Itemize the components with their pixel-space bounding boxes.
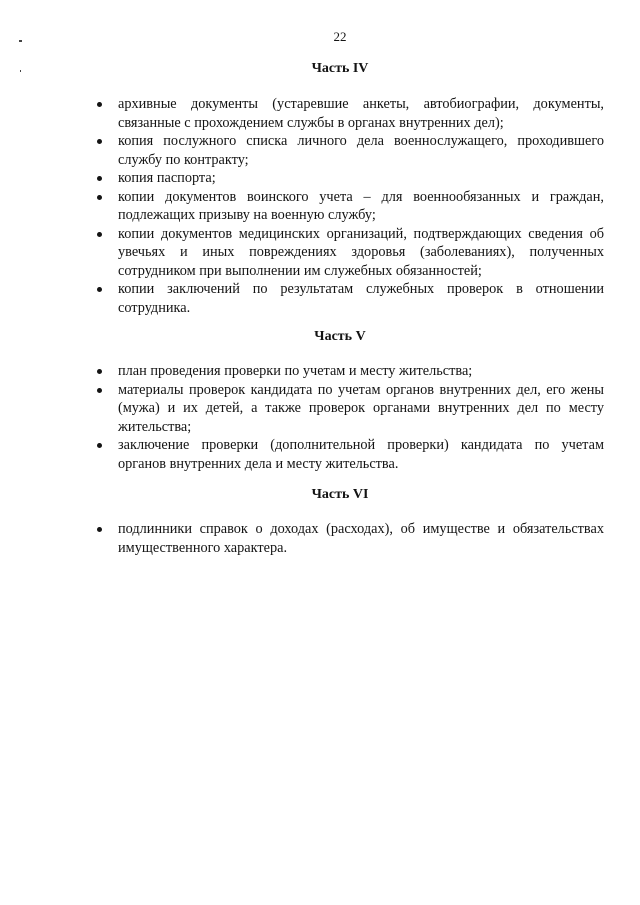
list-item <box>96 362 604 381</box>
list-item-text: заключение проверки (дополнительной проверки) кандидата по учетам органов внутренних дела и месту жительства. <box>118 437 604 472</box>
list-item-text: план проведения проверки по учетам и месту жительства; <box>118 363 473 379</box>
bullet-icon <box>97 369 102 374</box>
list-item-text: подлинники справок о доходах (расходах), об имуществе и обязательствах имущественного характера. <box>118 521 604 556</box>
bullet-icon <box>97 232 102 237</box>
list-item <box>96 169 604 188</box>
bullet-icon <box>97 102 102 107</box>
list-item <box>96 436 604 473</box>
list-item-text: копия послужного списка личного дела военнослужащего, проходившего службу по контракту; <box>118 133 604 168</box>
page-number: 22 <box>333 29 347 44</box>
list-item-text: копии заключений по результатам служебных проверок в отношении сотрудника. <box>118 281 604 316</box>
list-item-text: копии документов воинского учета – для военнообязанных и граждан, подлежащих призыву на военную службу; <box>118 188 604 223</box>
section-title-part-vi: Часть VI <box>311 487 369 502</box>
bullet-icon <box>97 139 102 144</box>
section-title-part-iv: Часть IV <box>311 61 369 76</box>
list-item-text: копия паспорта; <box>118 170 216 186</box>
list-item-text: архивные документы (устаревшие анкеты, автобиографии, документы, связанные с прохождением службы в органах внутренних дел); <box>118 96 604 131</box>
list-item <box>96 520 604 557</box>
bullet-icon <box>97 527 102 532</box>
bullet-icon <box>97 176 102 181</box>
bullet-icon <box>97 388 102 393</box>
section-list-part-vi <box>96 520 604 557</box>
list-item <box>96 381 604 437</box>
list-item-text: копии документов медицинских организаций, подтверждающих сведения об увечьях и иных повреждениях здоровья (заболеваниях), полученных сотрудником при выполнении им служебных обязанностей; <box>118 225 604 279</box>
bullet-icon <box>97 443 102 448</box>
list-item <box>96 132 604 169</box>
bullet-icon <box>97 195 102 200</box>
section-list-part-v <box>96 362 604 473</box>
list-item-text: материалы проверок кандидата по учетам органов внутренних дел, его жены (мужа) и их детей, а также проверок органами внутренних дел по месту жительства; <box>118 381 604 435</box>
section-list-part-iv <box>96 95 604 317</box>
bullet-icon <box>97 287 102 292</box>
list-item <box>96 95 604 132</box>
list-item <box>96 188 604 225</box>
section-title-part-v: Часть V <box>314 329 366 344</box>
list-item <box>96 280 604 317</box>
list-item <box>96 225 604 281</box>
